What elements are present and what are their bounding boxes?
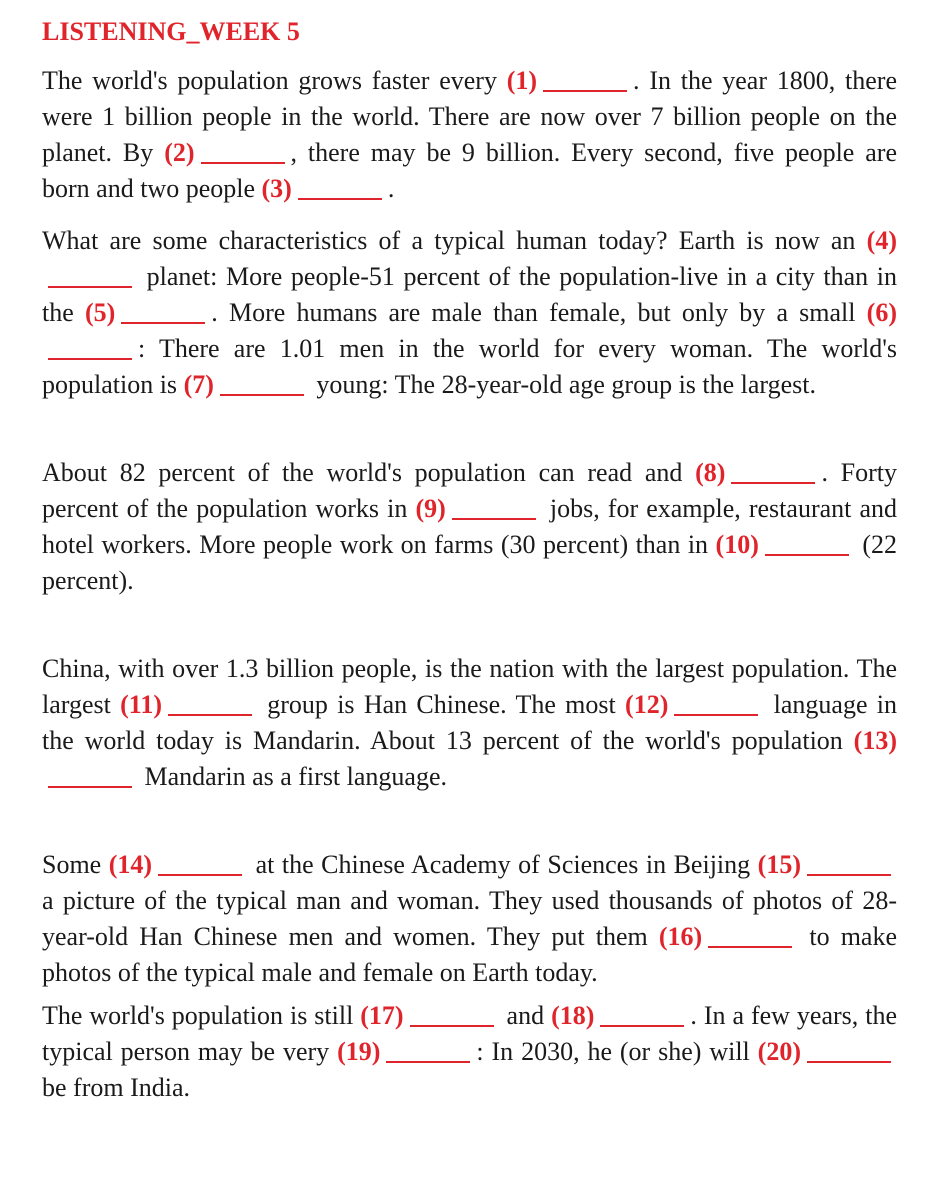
question-number: (5) <box>84 298 116 327</box>
paragraph-1 <box>42 63 897 207</box>
answer-blank[interactable] <box>674 714 758 716</box>
question-number: (4) <box>866 226 897 255</box>
text-run: : There are 1.01 men in the world for every woman. The world's population is <box>42 334 897 399</box>
text-run: Some <box>42 850 109 879</box>
text-run: : In 2030, he (or she) will <box>476 1037 758 1066</box>
worksheet <box>42 14 897 1106</box>
text-run: to make photos of the typical male and female on Earth today. <box>42 922 898 987</box>
answer-blank[interactable] <box>731 482 815 484</box>
text-run: and <box>499 1001 552 1030</box>
answer-blank[interactable] <box>48 286 132 288</box>
text-run: Mandarin as a first language. <box>138 762 448 791</box>
answer-blank[interactable] <box>386 1061 470 1063</box>
paragraph-4 <box>42 651 897 795</box>
question-number: (16) <box>658 922 703 951</box>
question-number: (12) <box>625 690 669 719</box>
question-number: (18) <box>551 1001 595 1030</box>
answer-blank[interactable] <box>121 322 205 324</box>
answer-blank[interactable] <box>543 90 627 92</box>
text-run: The world's population is still <box>42 1001 361 1030</box>
answer-blank[interactable] <box>158 874 242 876</box>
text-run: group is Han Chinese. The most <box>258 690 626 719</box>
question-number: (11) <box>120 690 162 719</box>
text-run: young: The 28-year-old age group is the largest. <box>309 370 817 399</box>
answer-blank[interactable] <box>298 198 382 200</box>
text-run: The world's population grows faster every <box>42 66 507 95</box>
question-number: (9) <box>415 494 446 523</box>
text-run: planet: More people-51 percent of the population-live in a city than in the <box>42 262 897 327</box>
answer-blank[interactable] <box>600 1025 684 1027</box>
question-number: (13) <box>853 726 897 755</box>
question-number: (15) <box>757 850 801 879</box>
answer-blank[interactable] <box>220 394 304 396</box>
text-run: (22 percent). <box>42 530 897 595</box>
answer-blank[interactable] <box>48 786 132 788</box>
page-title: LISTENING_WEEK 5 <box>42 17 300 46</box>
question-number: (19) <box>337 1037 381 1066</box>
question-number: (3) <box>261 174 292 203</box>
answer-blank[interactable] <box>708 946 792 948</box>
answer-blank[interactable] <box>410 1025 494 1027</box>
question-number: (10) <box>715 530 759 559</box>
text-run: , there may be 9 billion. Every second, five people are born and two people <box>42 138 897 203</box>
text-run: a picture of the typical man and woman. They used thousands of photos of 28-year-old Han Chinese men and women. They put them <box>42 886 897 951</box>
question-number: (17) <box>360 1001 404 1030</box>
text-run: language in the world today is Mandarin. About 13 percent of the world's population <box>42 690 897 755</box>
question-number: (8) <box>695 458 726 487</box>
text-run: . More humans are male than female, but only by a small <box>211 298 867 327</box>
answer-blank[interactable] <box>452 518 536 520</box>
question-number: (2) <box>164 138 195 167</box>
answer-blank[interactable] <box>807 874 891 876</box>
text-run: . Forty percent of the population works in <box>42 458 897 523</box>
text-run: be from India. <box>42 1073 191 1102</box>
answer-blank[interactable] <box>807 1061 891 1063</box>
answer-blank[interactable] <box>48 358 132 360</box>
text-run: About 82 percent of the world's population can read and <box>42 458 696 487</box>
answer-blank[interactable] <box>765 554 849 556</box>
answer-blank[interactable] <box>168 714 252 716</box>
paragraph-3 <box>42 455 897 599</box>
paragraph-5 <box>42 847 897 991</box>
answer-blank[interactable] <box>201 162 285 164</box>
paragraph-2 <box>42 223 897 403</box>
text-run: jobs, for example, restaurant and hotel workers. More people work on farms (30 percent) than in <box>42 494 897 559</box>
question-number: (6) <box>866 298 897 327</box>
text-run: . In a few years, the typical person may be very <box>42 1001 897 1066</box>
question-number: (20) <box>757 1037 801 1066</box>
text-run: . <box>387 174 395 203</box>
question-number: (7) <box>183 370 214 399</box>
text-run: at the Chinese Academy of Sciences in Beijing <box>248 850 758 879</box>
paragraph-6 <box>42 998 897 1106</box>
question-number: (1) <box>506 66 538 95</box>
text-run: China, with over 1.3 billion people, is the nation with the largest population. The largest <box>42 654 897 719</box>
text-run: . In the year 1800, there were 1 billion people in the world. There are now over 7 billion people on the planet. By <box>42 66 897 167</box>
question-number: (14) <box>108 850 153 879</box>
text-run: What are some characteristics of a typical human today? Earth is now an <box>42 226 867 255</box>
